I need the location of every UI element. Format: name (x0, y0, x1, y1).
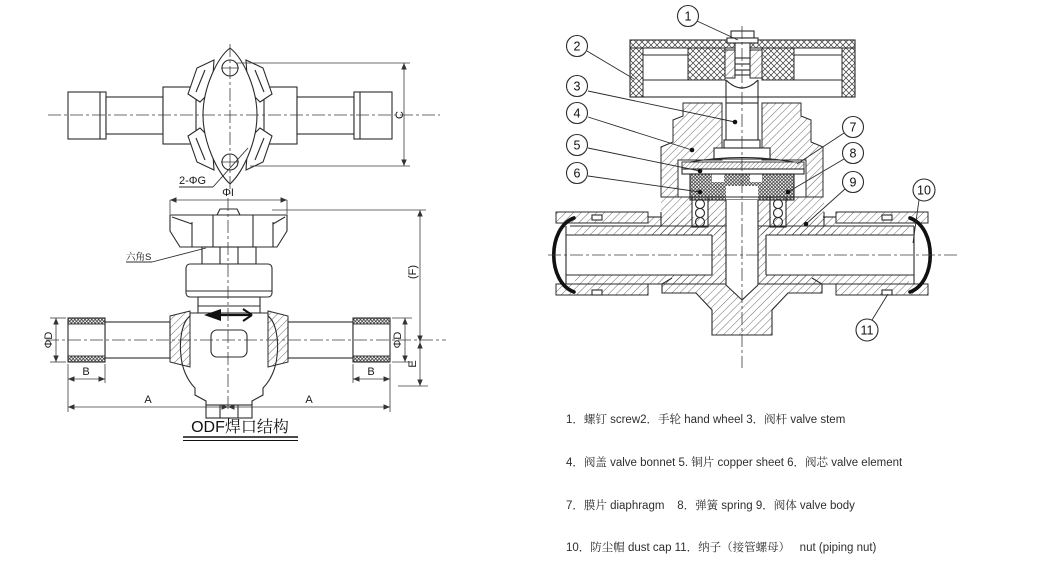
svg-text:7: 7 (849, 120, 857, 135)
dim-label-f: (F) (407, 264, 419, 280)
view-caption: ODF焊口结构 (191, 419, 289, 436)
dim-label-e: E (407, 360, 419, 368)
dim-label-a-right: A (305, 394, 313, 406)
callout-5 (567, 135, 588, 156)
parts-legend (566, 385, 902, 570)
dim-label-phi-d-left: ΦD (43, 331, 55, 349)
svg-text:1: 1 (684, 9, 692, 24)
svg-text:11: 11 (860, 323, 874, 338)
svg-text:8: 8 (849, 146, 857, 161)
top-view (68, 48, 410, 187)
dim-label-c: C (394, 111, 406, 119)
svg-text:4: 4 (573, 106, 581, 121)
svg-text:6: 6 (573, 166, 581, 181)
callout-8 (843, 143, 864, 164)
legend-line-3: 7．膜片 diaphragm 8．弹簧 spring 9．阀体 valve body (566, 499, 855, 512)
callout-7 (843, 117, 864, 138)
dim-label-b-left: B (82, 366, 90, 378)
dim-label-phi-i: ΦI (222, 187, 234, 199)
svg-text:10: 10 (917, 183, 931, 198)
callout-3 (567, 76, 588, 97)
svg-text:9: 9 (849, 175, 857, 190)
legend-line-4: 10．防尘帽 dust cap 11．纳子（接管螺母） nut (piping nut) (566, 542, 877, 555)
legend-line-2: 4．阀盖 valve bonnet 5. 铜片 copper sheet 6．阀芯 valve element (566, 457, 903, 470)
legend-line-1: 1．螺钉 screw2．手轮 hand wheel 3．阀杆 valve stem (566, 414, 846, 427)
section-view (554, 6, 935, 342)
callout-11 (856, 319, 878, 341)
callout-10 (913, 179, 935, 201)
dim-label-2phig: 2-ΦG (179, 175, 207, 187)
dim-label-a-left: A (144, 394, 152, 406)
dim-label-b-right: B (367, 366, 375, 378)
svg-text:2: 2 (573, 39, 581, 54)
svg-text:3: 3 (573, 79, 581, 94)
svg-text:5: 5 (573, 138, 581, 153)
callout-9 (843, 172, 864, 193)
diaphragm (682, 162, 804, 169)
callout-1 (678, 6, 699, 27)
dim-label-hex-s: 六角S (126, 252, 152, 263)
callout-4 (567, 103, 588, 124)
front-view (43, 187, 428, 441)
callout-6 (567, 163, 588, 184)
dim-label-phi-d-right: ΦD (392, 331, 404, 349)
callout-2 (567, 36, 588, 57)
